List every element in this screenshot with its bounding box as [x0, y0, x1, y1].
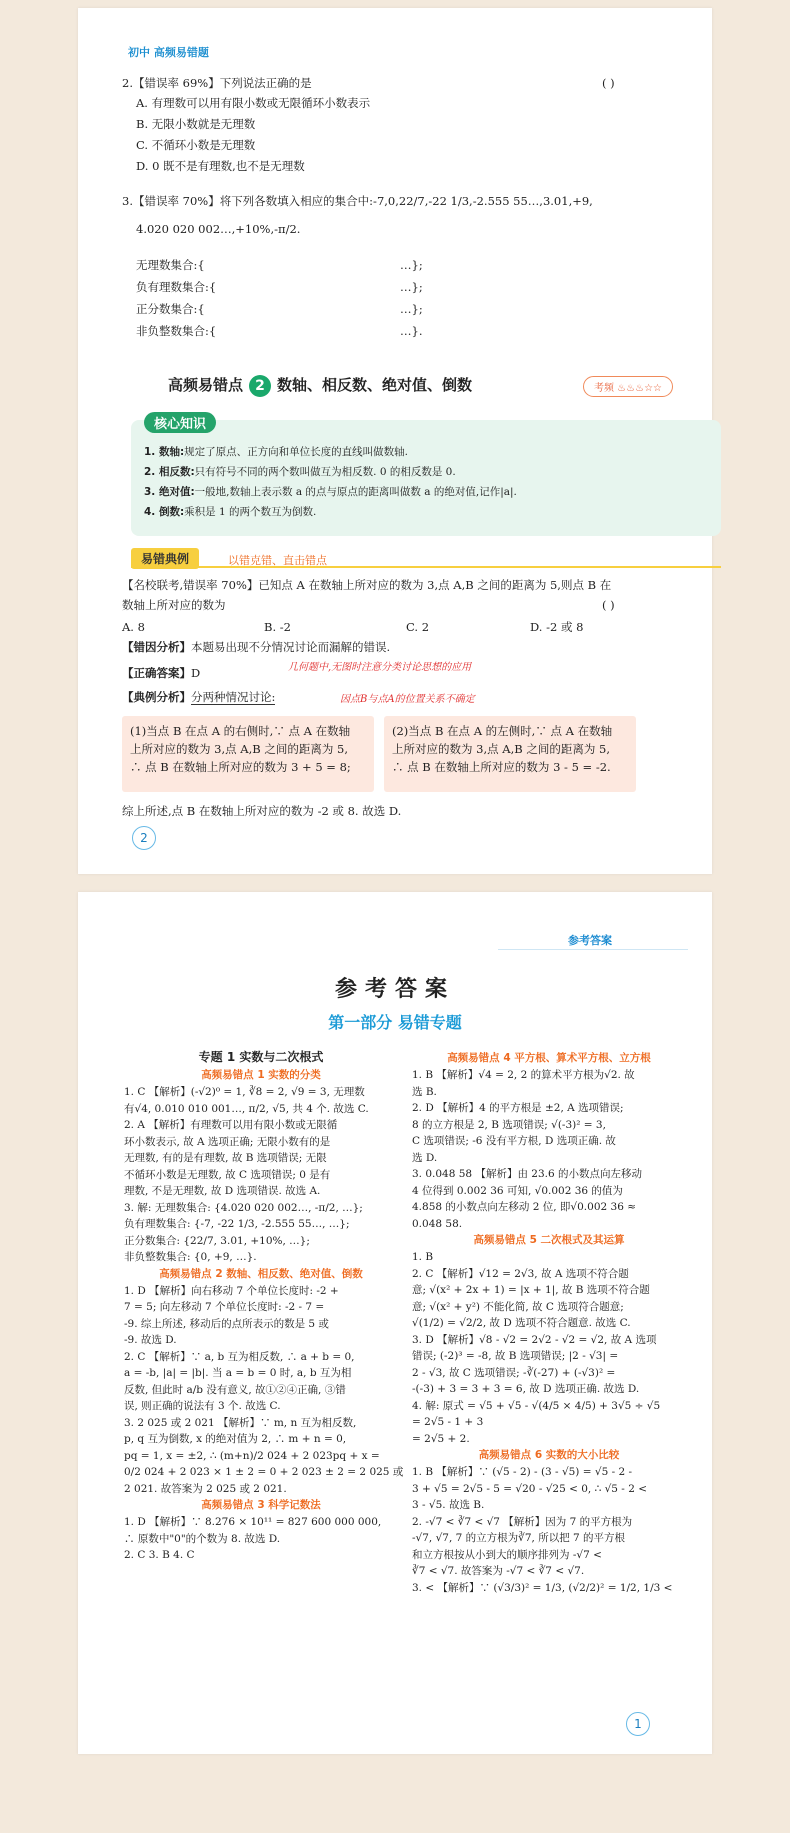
- answer-line: 3. 2 025 或 2 021 【解析】∵ m, n 互为相反数,: [124, 1416, 357, 1429]
- set-irrational: [136, 256, 216, 278]
- answer-line: 3 - √5. 故选 B.: [412, 1499, 485, 1511]
- core-def: 规定了原点、正方向和单位长度的直线叫做数轴.: [184, 446, 408, 458]
- answer-line: 0.048 58.: [412, 1217, 463, 1230]
- handwritten-note-1: 几何题中,无图时注意分类讨论思想的应用: [288, 662, 472, 673]
- error-cause-label: 【错因分析】: [122, 640, 191, 654]
- answers-header: 参考答案: [568, 934, 612, 947]
- part-title: 第一部分 易错专题: [328, 1013, 462, 1032]
- answer-line: 3 + √5 = 2√5 - 5 = √20 - √25 < 0, ∴ √5 - 2 <: [412, 1482, 648, 1495]
- topic-heading: 专题 1 实数与二次根式: [198, 1050, 324, 1064]
- answer-line: 1. B 【解析】√4 = 2, 2 的算术平方根为√2. 故: [412, 1069, 635, 1081]
- answer-line: 无理数, 有的是有理数, 故 B 选项错误; 无限: [124, 1152, 327, 1164]
- answer-line: -√7, √7, 7 的立方根为∛7, 所以把 7 的平方根: [412, 1532, 626, 1544]
- core-item: [144, 444, 714, 460]
- answer-line: C 选项错误; -6 没有平方根, D 选项正确. 故: [412, 1135, 616, 1147]
- option-c: C. 不循环小数是无理数: [136, 138, 256, 152]
- answer-line: ∴ 原数中"0"的个数为 8. 故选 D.: [124, 1532, 281, 1545]
- case-1-line: (1)当点 B 在点 A 的右侧时,∵ 点 A 在数轴: [130, 724, 351, 738]
- core-term: 1. 数轴:: [144, 446, 185, 458]
- case-2-line: ∴ 点 B 在数轴上所对应的数为 3 - 5 = -2.: [392, 760, 611, 774]
- example-underline: [131, 566, 721, 568]
- set-label: 负有理数集合:{: [136, 280, 217, 294]
- example-paren: ( ): [602, 598, 615, 612]
- page-number: 1: [626, 1712, 650, 1736]
- set-label: 无理数集合:{: [136, 258, 205, 272]
- error-cause: [122, 638, 390, 656]
- answers-right-column: [412, 1050, 686, 1596]
- answer-line: 意; √(x² + y²) 不能化简, 故 C 选项符合题意;: [412, 1300, 624, 1313]
- answer-line: 有√4, 0.010 010 001…, π/2, √5, 共 4 个. 故选 C.: [124, 1102, 369, 1115]
- section-number: 2: [249, 375, 271, 397]
- answer-line: ∛7 < √7. 故答案为 -√7 < ∛7 < √7.: [412, 1565, 585, 1577]
- question-3-stem2: 4.020 020 002…,+10%,-π/2.: [136, 222, 301, 236]
- handwritten-note-2: 因点B与点A的位置关系不确定: [340, 694, 475, 705]
- answer-line: -9. 综上所述, 移动后的点所表示的数是 5 或: [124, 1317, 329, 1330]
- subsection-heading: 高频易错点 2 数轴、相反数、绝对值、倒数: [159, 1267, 363, 1280]
- subsection-heading: 高频易错点 6 实数的大小比较: [478, 1449, 620, 1461]
- conclusion: 综上所述,点 B 在数轴上所对应的数为 -2 或 8. 故选 D.: [122, 804, 402, 818]
- answer-line: 选 D.: [412, 1151, 438, 1164]
- set-list: [136, 256, 216, 344]
- analysis-text: 分两种情况讨论:: [191, 690, 276, 704]
- option-b: B. 无限小数就是无理数: [136, 117, 256, 131]
- core-def: 只有符号不同的两个数叫做互为相反数. 0 的相反数是 0.: [194, 466, 456, 478]
- set-label: 非负整数集合:{: [136, 324, 217, 338]
- set-negative-rational: [136, 278, 216, 300]
- case-1-line: ∴ 点 B 在数轴上所对应的数为 3 + 5 = 8;: [130, 760, 351, 774]
- answer-line: = 2√5 + 2.: [412, 1432, 470, 1445]
- answer-line: 意; √(x² + 2x + 1) = |x + 1|, 故 B 选项不符合题: [412, 1284, 650, 1296]
- case-2-line: 上所对应的数为 3,点 A,B 之间的距离为 5,: [392, 742, 610, 756]
- answers-title: 参考答案: [334, 977, 455, 1002]
- section-name: 数轴、相反数、绝对值、倒数: [277, 376, 473, 394]
- subsection-heading: 高频易错点 4 平方根、算术平方根、立方根: [447, 1052, 651, 1064]
- answer-line: 2. -√7 < ∛7 < √7 【解析】因为 7 的平方根为: [412, 1515, 633, 1528]
- subsection-heading: 高频易错点 1 实数的分类: [201, 1069, 321, 1081]
- example-option-d: D. -2 或 8: [530, 620, 584, 634]
- book-page-2: [78, 8, 712, 874]
- answers-left-column: [124, 1047, 404, 1564]
- answer-line: 2. D 【解析】4 的平方根是 ±2, A 选项错误;: [412, 1102, 624, 1114]
- example-option-c: C. 2: [406, 620, 430, 634]
- answer-page-1: [78, 892, 712, 1754]
- correct-answer-value: D: [191, 666, 201, 680]
- answer-line: -(-3) + 3 = 3 + 3 = 6, 故 D 选项正确. 故选 D.: [412, 1383, 640, 1395]
- header-logo: 初中 高频易错题: [128, 46, 209, 59]
- set-tail: …}.: [400, 324, 423, 338]
- question-2: [122, 74, 312, 92]
- set-positive-fraction: [136, 300, 216, 322]
- example-stem-2: 数轴上所对应的数为: [122, 598, 226, 612]
- case-2-box: [384, 716, 636, 792]
- answer-line: -9. 故选 D.: [124, 1334, 177, 1346]
- core-def: 一般地,数轴上表示数 a 的点与原点的距离叫做数 a 的绝对值,记作|a|.: [194, 486, 517, 498]
- question-2-options: [136, 94, 370, 175]
- answer-line: 理数, 不是无理数, 故 D 选项错误. 故选 A.: [124, 1185, 321, 1197]
- answer-line: 2. A 【解析】有理数可以用有限小数或无限循: [124, 1119, 338, 1131]
- answer-line: 4.858 的小数点向左移动 2 位, 即√0.002 36 ≈: [412, 1201, 637, 1213]
- answer-line: = 2√5 - 1 + 3: [412, 1416, 484, 1428]
- answer-line: √(1/2) = √2/2, 故 D 选项不符合题意. 故选 C.: [412, 1317, 631, 1329]
- answer-line: 0/2 024 + 2 023 × 1 ± 2 = 0 + 2 023 ± 2 = 2 025 或: [124, 1466, 404, 1478]
- core-item: [144, 484, 714, 500]
- set-nonnegative-integer: [136, 322, 216, 344]
- answer-line: 和立方根按从小到大的顺序排列为 -√7 <: [412, 1548, 602, 1561]
- example-slogan: 以错克错、直击错点: [228, 554, 327, 567]
- example-tag: 易错典例: [131, 548, 199, 569]
- answer-line: 1. D 【解析】∵ 8.276 × 10¹¹ = 827 600 000 000,: [124, 1516, 382, 1528]
- core-item: [144, 464, 714, 480]
- answer-line: p, q 互为倒数, x 的绝对值为 2, ∴ m + n = 0,: [124, 1433, 347, 1445]
- answer-line: 8 的立方根是 2, B 选项错误; √(-3)² = 3,: [412, 1118, 606, 1131]
- set-tail: …};: [400, 258, 423, 272]
- set-tails: [400, 256, 423, 344]
- answer-line: 环小数表示, 故 A 选项正确; 无限小数有的是: [124, 1135, 331, 1148]
- set-tail: …};: [400, 280, 423, 294]
- answer-line: 1. C 【解析】(-√2)⁰ = 1, ∛8 = 2, √9 = 3, 无理数: [124, 1086, 365, 1098]
- case-1-line: 上所对应的数为 3,点 A,B 之间的距离为 5,: [130, 742, 348, 756]
- answer-line: 反数, 但此时 a/b 没有意义, 故①②④正确, ③错: [124, 1383, 346, 1396]
- answer-line: 2. C 【解析】√12 = 2√3, 故 A 选项不符合题: [412, 1267, 629, 1280]
- page-number: 2: [132, 826, 156, 850]
- correct-answer: [122, 664, 200, 682]
- answer-line: 不循环小数是无理数, 故 C 选项错误; 0 是有: [124, 1168, 331, 1181]
- core-term: 4. 倒数:: [144, 506, 185, 518]
- answer-line: 3. D 【解析】√8 - √2 = 2√2 - √2 = √2, 故 A 选项: [412, 1333, 657, 1346]
- error-cause-text: 本题易出现不分情况讨论而漏解的错误.: [191, 640, 391, 654]
- example-stem-1: 【名校联考,错误率 70%】已知点 A 在数轴上所对应的数为 3,点 A,B 之间的距离为 5,则点 B 在: [122, 578, 612, 592]
- answer-line: 2. C 3. B 4. C: [124, 1549, 195, 1561]
- correct-answer-label: 【正确答案】: [122, 666, 191, 680]
- option-d: D. 0 既不是有理数,也不是无理数: [136, 159, 305, 173]
- core-knowledge-tag: 核心知识: [144, 412, 216, 433]
- header-rule: [498, 949, 688, 950]
- subsection-heading: 高频易错点 3 科学记数法: [201, 1499, 321, 1511]
- case-1-box: [122, 716, 374, 792]
- analysis-label: 【典例分析】: [122, 690, 191, 704]
- example-analysis: [122, 688, 275, 706]
- subsection-heading: 高频易错点 5 二次根式及其运算: [473, 1234, 625, 1246]
- answer-line: 1. B 【解析】∵ (√5 - 2) - (3 - √5) = √5 - 2 -: [412, 1466, 633, 1478]
- frequency-badge: 考频 ♨♨♨☆☆: [583, 376, 673, 397]
- answer-line: 3. 解: 无理数集合: {4.020 020 002…, -π/2, …};: [124, 1201, 363, 1214]
- answer-line: pq = 1, x = ±2, ∴ (m+n)/2 024 + 2 023pq + x =: [124, 1449, 380, 1462]
- answer-line: 1. B: [412, 1251, 434, 1263]
- answer-line: 3. < 【解析】∵ (√3/3)² = 1/3, (√2/2)² = 1/2, 1/3 <: [412, 1581, 673, 1594]
- answer-line: 2. C 【解析】∵ a, b 互为相反数, ∴ a + b = 0,: [124, 1350, 355, 1363]
- answer-line: 错误; (-2)³ = -8, 故 B 选项错误; |2 - √3| =: [412, 1350, 619, 1362]
- question-2-stem: 2.【错误率 69%】下列说法正确的是: [122, 76, 312, 90]
- example-option-a: A. 8: [122, 620, 145, 634]
- core-term: 3. 绝对值:: [144, 486, 195, 498]
- question-2-paren: ( ): [602, 76, 615, 90]
- case-2-line: (2)当点 B 在点 A 的左侧时,∵ 点 A 在数轴: [392, 724, 613, 738]
- answer-line: 非负整数集合: {0, +9, …}.: [124, 1251, 257, 1263]
- answer-line: 7 = 5; 向左移动 7 个单位长度时: -2 - 7 =: [124, 1301, 325, 1313]
- core-knowledge-list: [144, 444, 714, 520]
- core-term: 2. 相反数:: [144, 466, 195, 478]
- answer-line: 负有理数集合: {-7, -22 1/3, -2.555 55…, …};: [124, 1218, 350, 1230]
- answer-line: 2 - √3, 故 C 选项错误; -∛(-27) + (-√3)² =: [412, 1366, 616, 1379]
- answer-line: 误, 则正确的说法有 3 个. 故选 C.: [124, 1400, 281, 1412]
- example-option-b: B. -2: [264, 620, 291, 634]
- section-prefix: 高频易错点: [168, 376, 244, 394]
- answer-line: 3. 0.048 58 【解析】由 23.6 的小数点向左移动: [412, 1168, 643, 1180]
- set-tail: …};: [400, 302, 423, 316]
- answer-line: 正分数集合: {22/7, 3.01, +10%, …};: [124, 1234, 310, 1247]
- answer-line: 2 021. 故答案为 2 025 或 2 021.: [124, 1482, 287, 1495]
- answer-line: 选 B.: [412, 1085, 437, 1098]
- answer-line: a = -b, |a| = |b|. 当 a = b = 0 时, a, b 互为相: [124, 1367, 352, 1379]
- question-3-stem: 3.【错误率 70%】将下列各数填入相应的集合中:-7,0,22/7,-22 1/3,-2.555 55…,3.01,+9,: [122, 194, 593, 208]
- set-label: 正分数集合:{: [136, 302, 205, 316]
- answer-line: 4 位得到 0.002 36 可知, √0.002 36 的值为: [412, 1184, 623, 1197]
- option-a: A. 有理数可以用有限小数或无限循环小数表示: [136, 96, 371, 110]
- answer-line: 4. 解: 原式 = √5 + √5 - √(4/5 × 4/5) + 3√5 ÷ √5: [412, 1399, 661, 1412]
- core-def: 乘积是 1 的两个数互为倒数.: [184, 506, 317, 518]
- core-item: [144, 504, 714, 520]
- answer-line: 1. D 【解析】向右移动 7 个单位长度时: -2 +: [124, 1284, 339, 1297]
- section-title: [168, 374, 472, 397]
